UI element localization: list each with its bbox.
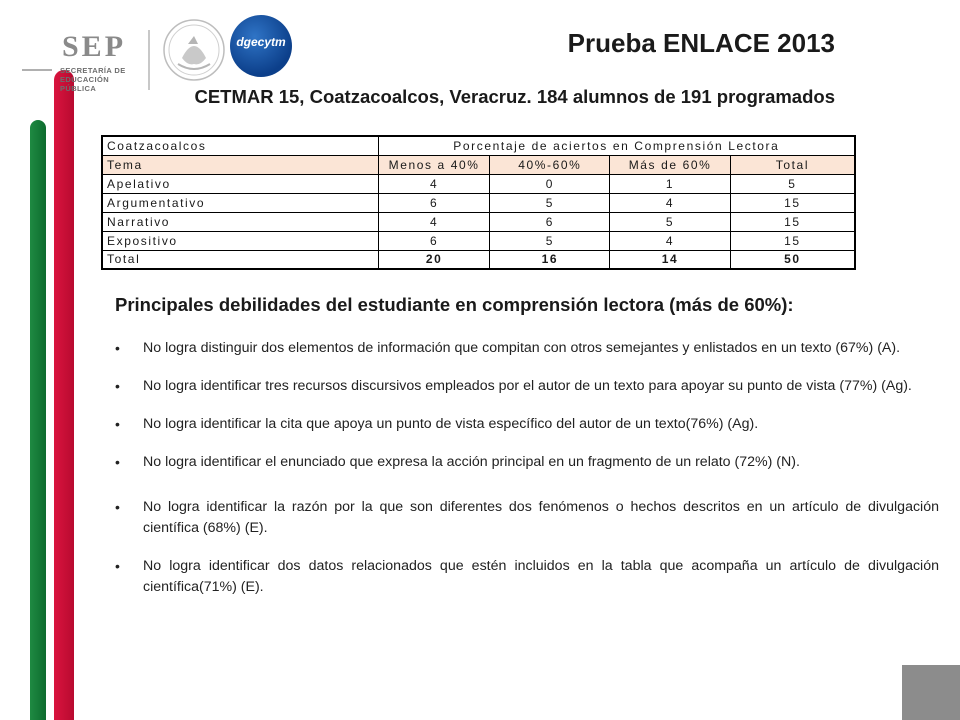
table-title-row [102, 136, 855, 155]
bullet-icon: • [115, 454, 120, 470]
table-cell: 15 [730, 212, 855, 231]
weakness-list [115, 338, 939, 598]
list-item [115, 497, 939, 539]
table-cell: 0 [490, 174, 610, 193]
list-item-text: No logra distinguir dos elementos de información que compitan con otros semejantes y enlistados en un texto (67%) (A). [143, 340, 901, 356]
red-stripe [54, 70, 74, 720]
list-item-text: No logra identificar el enunciado que expresa la acción principal en un fragmento de un relato (72%) (N). [143, 454, 800, 470]
table-cell: 16 [490, 250, 610, 269]
bullet-icon: • [115, 340, 120, 356]
table-cell: 5 [730, 174, 855, 193]
list-item [115, 414, 939, 435]
table-cell: 14 [610, 250, 731, 269]
table-row [102, 212, 855, 231]
bullet-icon: • [115, 499, 120, 515]
table-row [102, 193, 855, 212]
dgecytm-logo [230, 15, 292, 77]
sep-logo-sub2: EDUCACIÓN PÚBLICA [60, 75, 110, 93]
mexico-seal-icon [160, 14, 228, 88]
section-heading: Principales debilidades del estudiante en comprensión lectora (más de 60%): [115, 294, 794, 315]
bullet-icon: • [115, 416, 120, 432]
bullet-icon: • [115, 558, 120, 574]
table-row [102, 174, 855, 193]
table-cell: 6 [378, 231, 490, 250]
table-header-cell: Más de 60% [610, 155, 731, 174]
table-cell: 15 [730, 231, 855, 250]
table-header-cell: Menos a 40% [378, 155, 490, 174]
table-header-cell: 40%-60% [490, 155, 610, 174]
table-cell: 4 [610, 231, 731, 250]
table-header-cell: Total [730, 155, 855, 174]
table-cell: 50 [730, 250, 855, 269]
list-item-text: No logra identificar dos datos relacionados que estén incluidos en la tabla que acompaña un artículo de divulgación científica(71%) (E). [143, 558, 939, 595]
table-header-row [102, 155, 855, 174]
table-title-left: Coatzacoalcos [102, 136, 378, 155]
list-item-text: No logra identificar la cita que apoya un punto de vista específico del autor de un texto(76%) (Ag). [143, 416, 759, 432]
table-cell: Expositivo [102, 231, 378, 250]
table-cell: Apelativo [102, 174, 378, 193]
corner-block [902, 665, 960, 720]
list-item [115, 556, 939, 598]
green-stripe [30, 120, 46, 720]
table-cell: Argumentativo [102, 193, 378, 212]
results-table [101, 135, 856, 270]
sep-logo-word: SEP [62, 30, 127, 63]
table-cell: 15 [730, 193, 855, 212]
results-table-grid [101, 135, 856, 270]
table-total-row [102, 250, 855, 269]
table-cell: 4 [378, 212, 490, 231]
sep-logo [22, 30, 137, 93]
list-item [115, 452, 939, 473]
table-cell: 6 [378, 193, 490, 212]
table-cell: 4 [378, 174, 490, 193]
table-cell: Total [102, 250, 378, 269]
list-item-text: No logra identificar tres recursos discursivos empleados por el autor de un texto para apoyar su punto de vista (77%) (Ag). [143, 378, 912, 394]
table-cell: 5 [490, 193, 610, 212]
table-cell: 4 [610, 193, 731, 212]
table-cell: 20 [378, 250, 490, 269]
dgecytm-logo-text: dgecytm [236, 35, 286, 49]
sep-logo-line [22, 69, 52, 71]
list-item [115, 376, 939, 397]
page-title: Prueba ENLACE 2013 [567, 28, 835, 58]
table-cell: 5 [610, 212, 731, 231]
sep-logo-sub1: SECRETARÍA DE [60, 66, 126, 75]
table-cell: 6 [490, 212, 610, 231]
table-title-right: Porcentaje de aciertos en Comprensión Lectora [378, 136, 855, 155]
logo-divider [148, 30, 150, 90]
list-item [115, 338, 939, 359]
table-cell: Narrativo [102, 212, 378, 231]
table-cell: 5 [490, 231, 610, 250]
bullet-icon: • [115, 378, 120, 394]
table-row [102, 231, 855, 250]
list-item-text: No logra identificar la razón por la que son diferentes dos fenómenos o hechos descritos en un artículo de divulgación científica (68%) (E). [143, 499, 939, 536]
page-subtitle: CETMAR 15, Coatzacoalcos, Veracruz. 184 alumnos de 191 programados [194, 86, 835, 107]
table-cell: 1 [610, 174, 731, 193]
table-header-cell: Tema [102, 155, 378, 174]
